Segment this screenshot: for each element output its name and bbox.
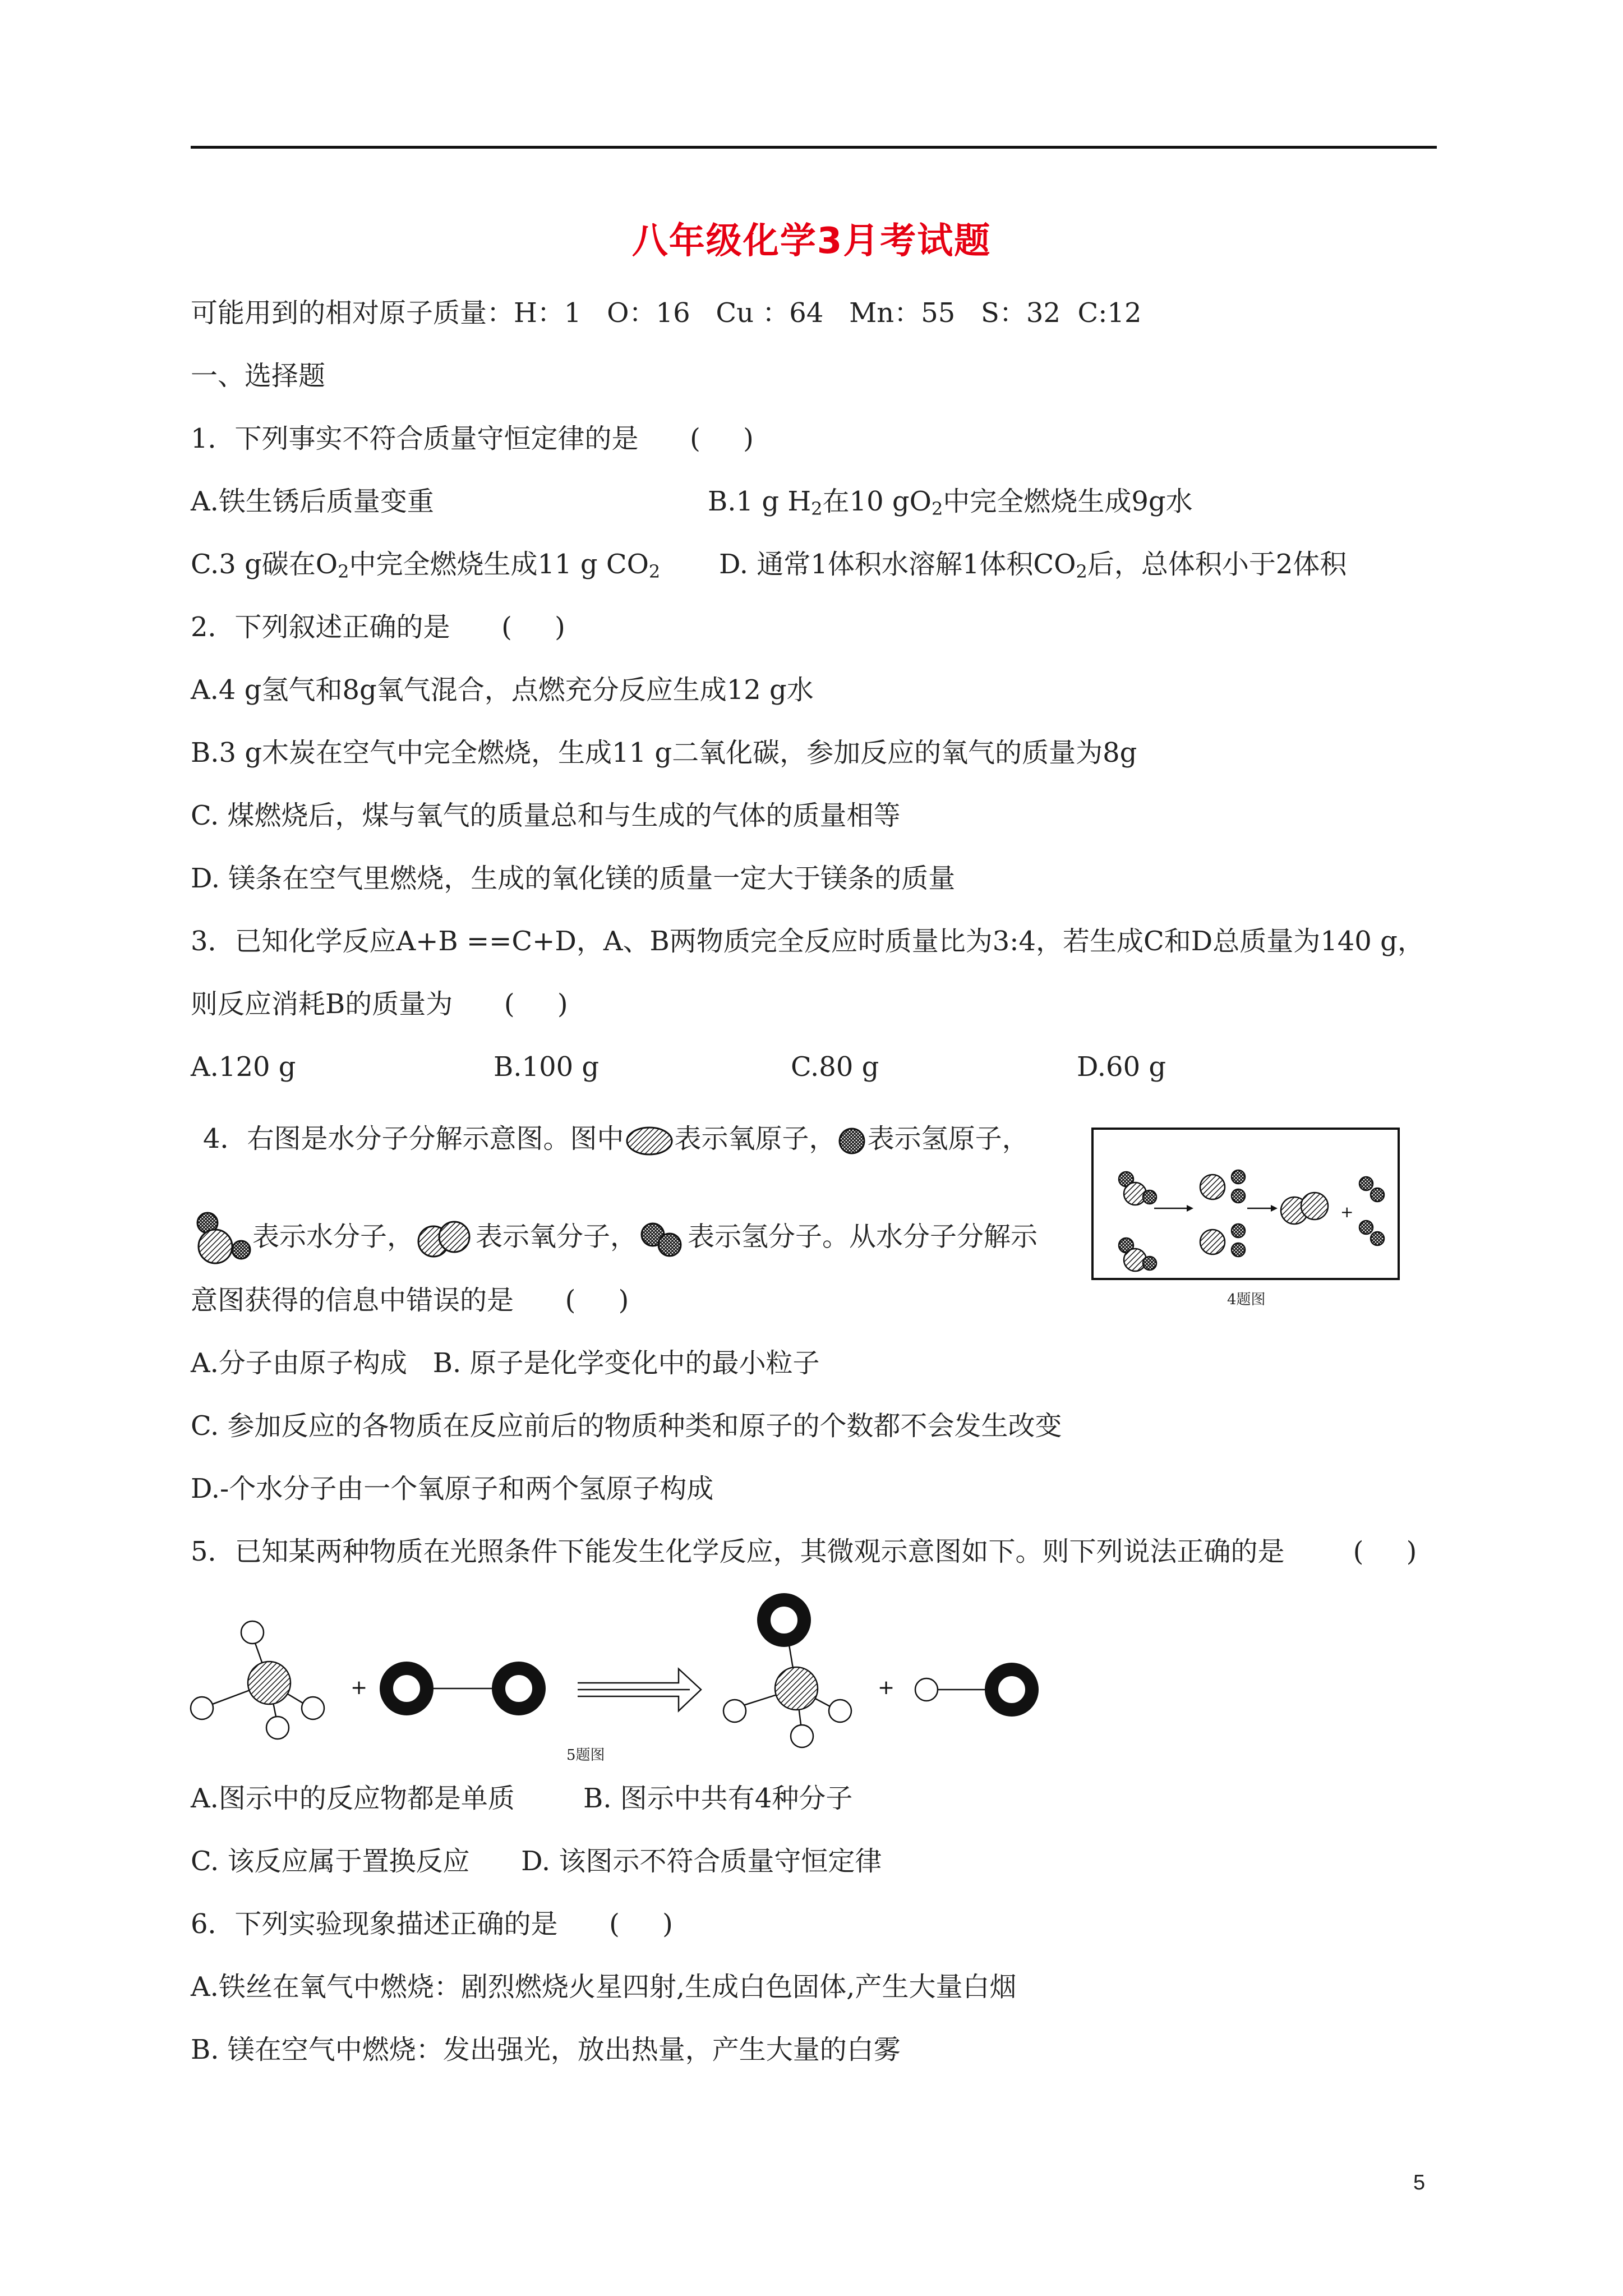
- q6-option-a: A.铁丝在氧气中燃烧：剧烈燃烧火星四射,生成白色固体,产生大量白烟: [191, 1971, 1017, 2003]
- section-heading: 一、选择题: [191, 360, 326, 392]
- page-title: 八年级化学3月考试题: [631, 220, 992, 262]
- hydrogen-atom-icon: [836, 1125, 868, 1157]
- question-6-stem: 6．下列实验现象描述正确的是 ( ): [191, 1908, 673, 1940]
- q4-option-ab: A.分子由原子构成 B. 原子是化学变化中的最小粒子: [191, 1347, 820, 1379]
- q3-option-a: A.120 g: [191, 1051, 296, 1083]
- question-1-stem: 1．下列事实不符合质量守恒定律的是 ( ): [191, 423, 754, 454]
- q1-option-c: C.3 g碳在$O_2$中完全燃烧生成11 g $CO_2$: [191, 549, 661, 582]
- question-2-stem: 2．下列叙述正确的是 ( ): [191, 611, 565, 643]
- q4-option-d: D.-个水分子由一个氧原子和两个氢原子构成: [191, 1473, 714, 1504]
- oxygen-atom-icon: [624, 1124, 675, 1158]
- page-number: 5: [1413, 2171, 1426, 2194]
- question-4-line-2: 表示水分子， 表示氧分子， 表示氢分子。从水分子分解示: [191, 1211, 1038, 1267]
- water-molecule-icon: [191, 1211, 252, 1267]
- q2-option-b: B.3 g木炭在空气中完全燃烧，生成11 g二氧化碳，参加反应的氧气的质量为8g: [191, 737, 1137, 769]
- q1-option-a: A.铁生锈后质量变重: [191, 486, 434, 517]
- q4-option-c: C. 参加反应的各物质在反应前后的物质种类和原子的个数都不会发生改变: [191, 1410, 1062, 1442]
- plus-sign-2: +: [878, 1676, 895, 1699]
- header-rule: [191, 146, 1437, 149]
- reaction-microscopic-diagram: [185, 1593, 1060, 1761]
- question-3-stem: 3．已知化学反应A+B ==C+D，A、B两物质完全反应时质量比为3:4，若生成C和D总质量为140 g，: [191, 926, 1424, 957]
- question-4-line-1: 4．右图是水分子分解示意图。图中 表示氧原子， 表示氢原子，: [203, 1122, 1029, 1158]
- figure-4-caption: 4题图: [1227, 1291, 1266, 1308]
- q3-option-c: C.80 g: [791, 1051, 879, 1083]
- q1-option-b: B.1 g $H_2$在10 $gO_2$中完全燃烧生成9g水: [708, 486, 1193, 519]
- q2-option-d: D. 镁条在空气里燃烧，生成的氧化镁的质量一定大于镁条的质量: [191, 863, 956, 894]
- plus-sign-1: +: [351, 1676, 368, 1699]
- q1-option-d: D. 通常1体积水溶解1体积$CO_2$后，总体积小于2体积: [719, 549, 1347, 582]
- q3-option-b: B.100 g: [494, 1051, 600, 1083]
- atomic-masses: 可能用到的相对原子质量：H：1 O：16 Cu ：64 Mn：55 S：32 C:12: [191, 297, 1142, 329]
- q2-option-c: C. 煤燃烧后，煤与氧气的质量总和与生成的气体的质量相等: [191, 800, 901, 831]
- oxygen-molecule-icon: [414, 1219, 476, 1258]
- water-decomposition-diagram: [1091, 1128, 1400, 1280]
- q3-option-d: D.60 g: [1077, 1051, 1166, 1083]
- question-5-stem: 5．已知某两种物质在光照条件下能发生化学反应，其微观示意图如下。则下列说法正确的是 ( ): [191, 1536, 1417, 1567]
- q2-option-a: A.4 g氢气和8g氧气混合，点燃充分反应生成12 g水: [191, 674, 814, 706]
- q6-option-b: B. 镁在空气中燃烧：发出强光，放出热量，产生大量的白雾: [191, 2034, 901, 2065]
- q5-option-ab: A.图示中的反应物都是单质 B. 图示中共有4种分子: [191, 1783, 853, 1814]
- figure-5-caption: 5题图: [566, 1747, 605, 1764]
- question-3-stem-2: 则反应消耗B的质量为 ( ): [191, 988, 568, 1020]
- q5-option-cd: C. 该反应属于置换反应 D. 该图示不符合质量守恒定律: [191, 1846, 882, 1877]
- plus-sign: +: [1340, 1203, 1354, 1221]
- question-4-line-3: 意图获得的信息中错误的是 ( ): [191, 1285, 629, 1316]
- hydrogen-molecule-icon: [637, 1219, 688, 1258]
